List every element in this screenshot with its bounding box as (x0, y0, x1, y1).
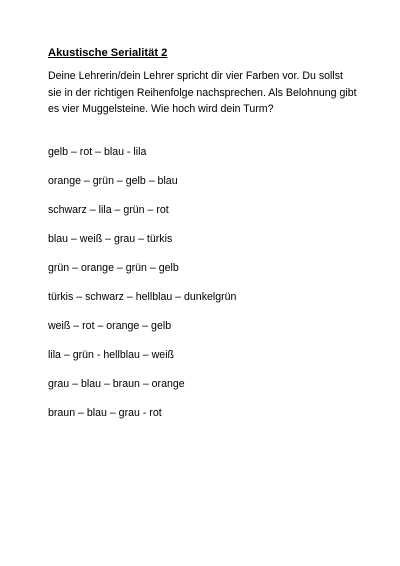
color-sequence-item: braun – blau – grau - rot (48, 406, 162, 419)
document-title: Akustische Serialität 2 (48, 47, 168, 59)
color-sequence-item: schwarz – lila – grün – rot (48, 203, 169, 216)
color-sequence-item: blau – weiß – grau – türkis (48, 232, 173, 245)
instructions-paragraph: Deine Lehrerin/dein Lehrer spricht dir vier Farben vor. Du sollst sie in der richtigen Reihenfolge nachsprechen. Als Belohnung gibt es vier Muggelsteine. Wie hoch wird dein Turm? (48, 70, 357, 115)
color-sequence-item: türkis – schwarz – hellblau – dunkelgrün (48, 290, 237, 303)
color-sequence-item: weiß – rot – orange – gelb (48, 319, 172, 332)
color-sequence-item: orange – grün – gelb – blau (48, 174, 178, 187)
color-sequence-item: grün – orange – grün – gelb (48, 261, 179, 274)
color-sequence-item: grau – blau – braun – orange (48, 377, 185, 390)
color-sequence-item: gelb – rot – blau - lila (48, 145, 147, 158)
color-sequence-list (48, 145, 358, 421)
document-content (48, 46, 358, 435)
color-sequence-item: lila – grün - hellblau – weiß (48, 348, 175, 361)
